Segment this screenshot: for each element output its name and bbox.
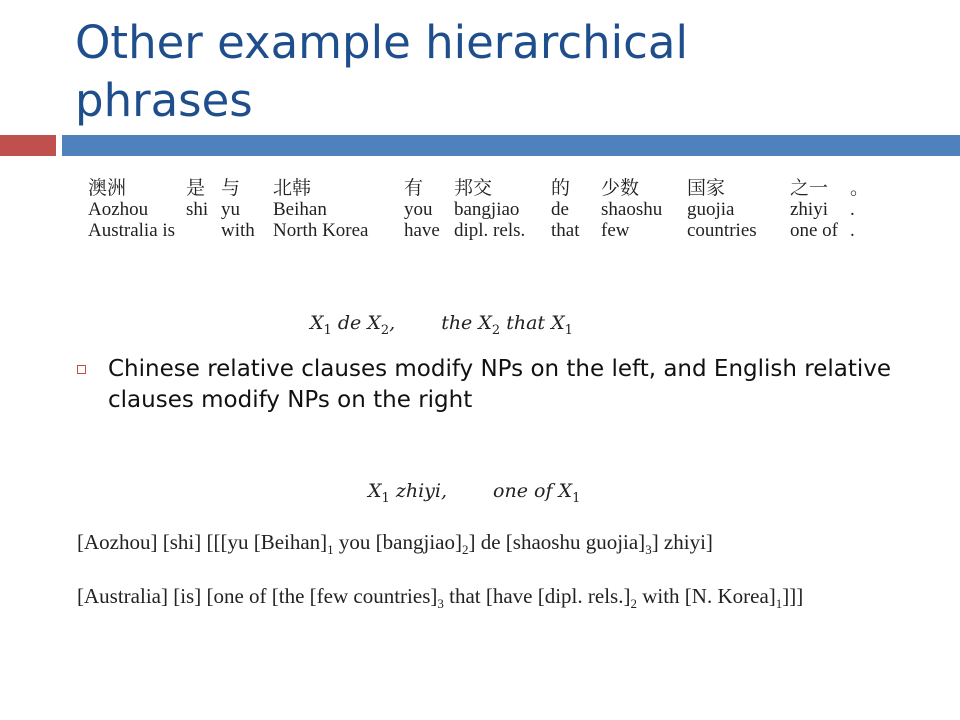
gloss-pinyin: Beihan — [273, 199, 327, 220]
gloss-chinese: 国家 — [687, 178, 726, 199]
gloss-english: have — [404, 220, 440, 241]
gloss-pinyin: guojia — [687, 199, 735, 220]
gloss-pinyin: bangjiao — [454, 199, 520, 220]
rule-de — [310, 312, 573, 338]
bullet-text: Chinese relative clauses modify NPs on the left, and English relative clauses modify NPs on the right — [108, 356, 892, 413]
gloss-chinese: 的 — [551, 178, 571, 199]
gloss-english: . — [850, 220, 855, 241]
gloss-english: one of — [790, 220, 839, 241]
gloss-pinyin: you — [404, 199, 433, 220]
gloss-chinese: 。 — [850, 178, 870, 199]
gloss-column — [404, 178, 440, 241]
gloss-chinese: 少数 — [601, 178, 640, 199]
rule-de-left: $X_1$ de $X_2$, — [310, 312, 396, 338]
gloss-english: dipl. rels. — [454, 220, 526, 241]
title-accent-red — [0, 135, 56, 156]
gloss-english: with — [221, 220, 255, 241]
rule-zhiyi — [368, 480, 580, 506]
rule-zhiyi-right: one of $X_1$ — [493, 480, 581, 506]
gloss-english: few — [601, 220, 630, 241]
gloss-chinese: 北韩 — [273, 178, 312, 199]
gloss-chinese: 之一 — [790, 178, 829, 199]
gloss-chinese: 与 — [221, 178, 241, 199]
rule-zhiyi-left: $X_1$ zhiyi, — [368, 480, 448, 506]
gloss-chinese: 澳洲 — [88, 178, 127, 199]
gloss-pinyin: zhiyi — [790, 199, 828, 220]
gloss-pinyin: . — [850, 199, 855, 220]
bracketing-chinese: [Aozhou] [shi] [[[yu $[Beihan]_1$ you $[bangjiao]_2$] de [shaoshu $guojia]_3$] zhiyi] — [77, 530, 713, 558]
bracketing-english: [Australia] [is] [one of [the [few $countries]_3$ that [have [dipl. $rels.]_2$ with [N. $Korea]_1$]]] — [77, 584, 804, 612]
rule-de-right: the $X_2$ that $X_1$ — [441, 312, 573, 338]
gloss-column — [790, 178, 838, 241]
gloss-pinyin: shi — [186, 199, 209, 220]
gloss-column — [850, 178, 869, 241]
gloss-english: countries — [687, 220, 757, 241]
square-bullet-icon — [77, 365, 86, 374]
gloss-chinese: 是 — [186, 178, 206, 199]
gloss-pinyin: de — [551, 199, 569, 220]
gloss-chinese: 邦交 — [454, 178, 493, 199]
title-accent-blue — [62, 135, 960, 156]
gloss-english: Australia is — [88, 220, 176, 241]
gloss-column — [454, 178, 525, 241]
gloss-column — [601, 178, 662, 241]
gloss-pinyin: shaoshu — [601, 199, 663, 220]
gloss-column — [186, 178, 208, 220]
gloss-column — [551, 178, 580, 241]
slide-title: Other example hierarchical phrases — [75, 16, 688, 127]
gloss-column — [221, 178, 255, 241]
gloss-pinyin: yu — [221, 199, 240, 220]
gloss-column — [273, 178, 369, 241]
gloss-english: North Korea — [273, 220, 369, 241]
gloss-chinese: 有 — [404, 178, 424, 199]
gloss-column — [88, 178, 175, 241]
gloss-english: that — [551, 220, 580, 241]
gloss-pinyin: Aozhou — [88, 199, 149, 220]
gloss-column — [687, 178, 757, 241]
